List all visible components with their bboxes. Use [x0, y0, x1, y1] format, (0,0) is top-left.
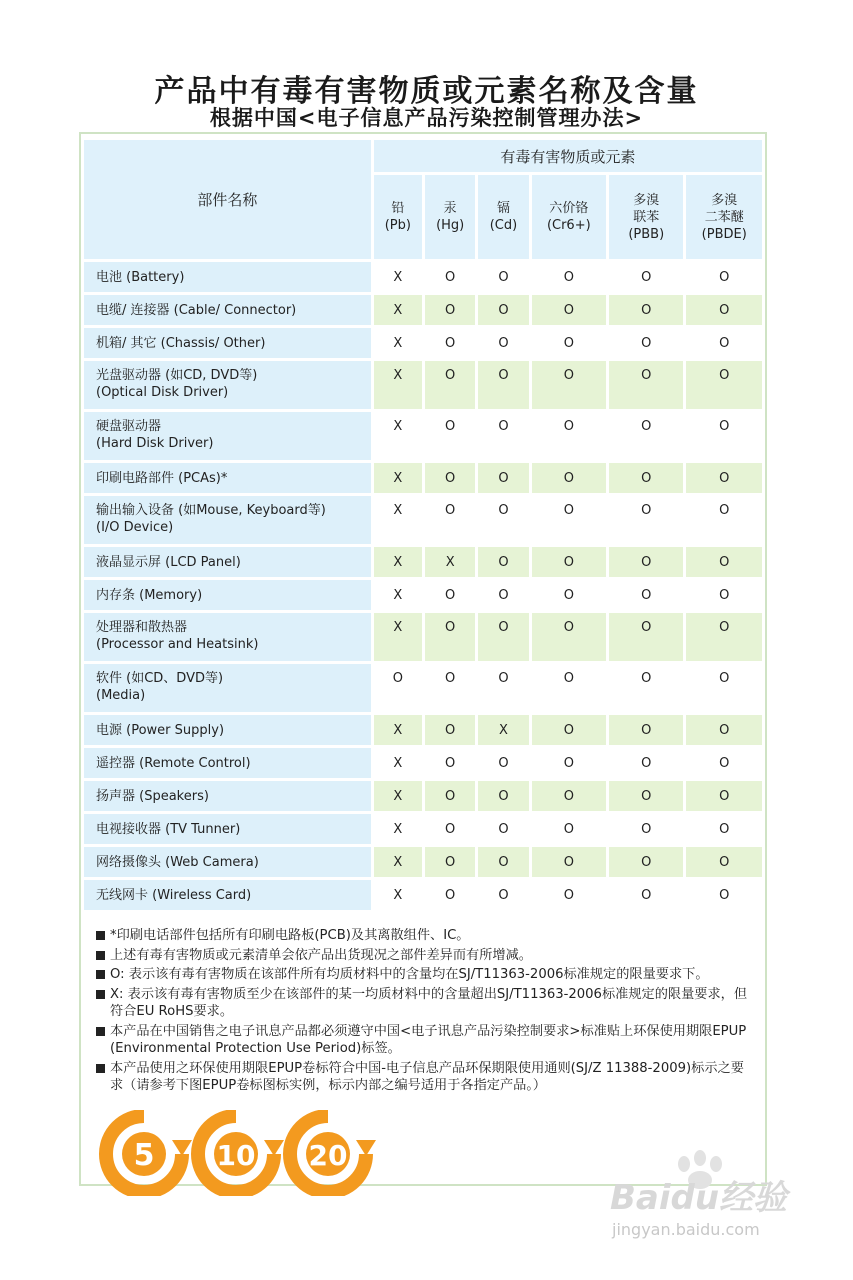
substance-header [374, 175, 422, 259]
substance-value-cell: O [425, 613, 475, 661]
part-name-header: 部件名称 [84, 140, 371, 259]
part-name: 硬盘驱动器 [96, 419, 162, 434]
substance-value-cell: X [374, 781, 422, 811]
substance-value-cell: O [686, 748, 762, 778]
note-item [96, 966, 756, 984]
table-row [84, 580, 762, 610]
part-name-cell [84, 781, 371, 811]
substance-value-cell: O [609, 547, 683, 577]
part-name-cell [84, 463, 371, 493]
substance-value-cell: O [686, 814, 762, 844]
substance-value-cell: O [686, 781, 762, 811]
substance-header [609, 175, 683, 259]
table-row [84, 781, 762, 811]
substance-value-cell: O [532, 880, 606, 910]
part-name-english: (Processor and Heatsink) [96, 637, 259, 652]
substance-value-cell: O [478, 463, 528, 493]
substance-header-line: (PBB) [628, 226, 665, 242]
substance-value-cell: O [425, 361, 475, 409]
part-name: 无线网卡 (Wireless Card) [96, 887, 252, 903]
part-name: 电池 (Battery) [96, 269, 185, 285]
substance-value-cell: O [532, 262, 606, 292]
note-text: 上述有毒有害物质或元素清单会依产品出货现况之部件差异而有所增减。 [110, 947, 532, 963]
table-row [84, 664, 762, 712]
substance-value-cell: O [609, 412, 683, 460]
bullet-icon [96, 970, 105, 979]
substance-value-cell: O [478, 361, 528, 409]
substance-value-cell: O [425, 847, 475, 877]
part-name-english: (I/O Device) [96, 520, 174, 535]
substance-value-cell: X [374, 463, 422, 493]
substance-value-cell: O [532, 715, 606, 745]
watermark-brand: Baidu经验 [610, 1178, 788, 1218]
substance-value-cell: O [532, 847, 606, 877]
bullet-icon [96, 1064, 105, 1073]
substance-value-cell: X [374, 496, 422, 544]
watermark-url: jingyan.baidu.com [612, 1220, 760, 1239]
substance-value-cell: X [374, 748, 422, 778]
substance-value-cell: O [532, 328, 606, 358]
substance-value-cell: O [686, 412, 762, 460]
substance-value-cell: O [532, 412, 606, 460]
substance-header-line: 六价铬 [549, 201, 589, 216]
substance-value-cell: X [478, 715, 528, 745]
epup-5-label: 5 [133, 1138, 155, 1173]
substance-value-cell: O [686, 262, 762, 292]
part-name: 内存条 (Memory) [96, 587, 203, 603]
substance-value-cell: O [532, 295, 606, 325]
substance-value-cell: O [532, 814, 606, 844]
part-name: 印刷电路部件 (PCAs)* [96, 470, 228, 486]
part-name-cell [84, 547, 371, 577]
substance-value-cell: O [686, 328, 762, 358]
part-name-english: (Media) [96, 688, 146, 703]
substance-value-cell: O [609, 463, 683, 493]
substance-header [425, 175, 475, 259]
substance-header-line: 汞 [443, 201, 457, 216]
note-item [96, 1023, 756, 1058]
part-name: 电视接收器 (TV Tunner) [96, 821, 241, 837]
substance-header [686, 175, 762, 259]
substance-value-cell: O [478, 295, 528, 325]
substance-value-cell: O [609, 664, 683, 712]
substance-value-cell: X [374, 715, 422, 745]
epup-20-label: 20 [308, 1139, 348, 1172]
part-name: 电缆/ 连接器 (Cable/ Connector) [96, 302, 297, 318]
substance-header-line: 二苯醚 [704, 209, 744, 225]
substance-value-cell: O [609, 880, 683, 910]
substance-value-cell: O [532, 547, 606, 577]
substance-value-cell: O [425, 715, 475, 745]
substance-value-cell: O [686, 847, 762, 877]
substance-value-cell: O [425, 295, 475, 325]
part-name: 处理器和散热器 [96, 620, 188, 635]
substance-value-cell: X [374, 412, 422, 460]
substance-value-cell: O [478, 262, 528, 292]
substance-value-cell: O [478, 748, 528, 778]
substance-value-cell: O [686, 361, 762, 409]
substance-value-cell: O [478, 580, 528, 610]
part-name-cell [84, 715, 371, 745]
substance-value-cell: O [609, 781, 683, 811]
table-row [84, 814, 762, 844]
substance-value-cell: O [532, 664, 606, 712]
table-row [84, 748, 762, 778]
part-name-cell [84, 814, 371, 844]
note-item [96, 947, 756, 965]
table-row [84, 547, 762, 577]
substance-header [478, 175, 528, 259]
substance-table [81, 137, 765, 913]
bullet-icon [96, 1027, 105, 1036]
substance-value-cell: O [686, 463, 762, 493]
substance-value-cell: O [609, 361, 683, 409]
substance-header-line: (Hg) [436, 218, 465, 233]
bullet-icon [96, 931, 105, 940]
table-row [84, 715, 762, 745]
substance-value-cell: X [374, 880, 422, 910]
substance-value-cell: O [686, 613, 762, 661]
table-row [84, 847, 762, 877]
table-row [84, 496, 762, 544]
table-row [84, 262, 762, 292]
substance-value-cell: O [425, 328, 475, 358]
part-name-cell [84, 748, 371, 778]
substance-value-cell: X [374, 814, 422, 844]
part-name: 输出输入设备 (如Mouse, Keyboard等) [96, 503, 326, 518]
part-name-cell [84, 880, 371, 910]
part-name-cell [84, 496, 371, 544]
substance-value-cell: O [532, 748, 606, 778]
substance-value-cell: O [425, 412, 475, 460]
substance-value-cell: X [374, 580, 422, 610]
substance-value-cell: O [425, 496, 475, 544]
substance-value-cell: O [686, 664, 762, 712]
substance-value-cell: O [532, 613, 606, 661]
substance-value-cell: O [532, 496, 606, 544]
page-title: 产品中有毒有害物质或元素名称及含量 [154, 74, 699, 109]
substance-header-line: (PBDE) [701, 226, 747, 242]
part-name: 软件 (如CD、DVD等) [96, 671, 224, 686]
note-text: *印刷电话部件包括所有印刷电路板(PCB)及其离散组件、IC。 [110, 928, 470, 943]
substance-value-cell: O [532, 580, 606, 610]
substance-value-cell: O [425, 781, 475, 811]
epup-10-icon [188, 1110, 284, 1196]
part-name: 遥控器 (Remote Control) [96, 755, 251, 771]
substance-value-cell: O [609, 262, 683, 292]
substance-value-cell: O [609, 328, 683, 358]
substance-value-cell: O [478, 547, 528, 577]
epup-5-icon [96, 1110, 192, 1196]
page-subtitle: 根据中国<电子信息产品污染控制管理办法> [209, 106, 644, 130]
substance-value-cell: O [609, 580, 683, 610]
substance-header-line: 多溴 [633, 192, 660, 208]
substance-value-cell: X [374, 613, 422, 661]
note-text: X: 表示该有毒有害物质至少在该部件的某一均质材料中的含量超出SJ/T11363-2006标准规定的限量要求，但符合EU RoHS要求。 [110, 986, 748, 1019]
part-name: 网络摄像头 (Web Camera) [96, 854, 259, 870]
substance-value-cell: O [425, 880, 475, 910]
substance-header [532, 175, 606, 259]
substance-value-cell: O [532, 781, 606, 811]
substance-value-cell: O [686, 295, 762, 325]
substance-value-cell: O [609, 613, 683, 661]
substance-value-cell: O [609, 814, 683, 844]
table-row [84, 880, 762, 910]
substance-value-cell: O [686, 715, 762, 745]
epup-20-icon [280, 1110, 376, 1196]
substance-value-cell: X [374, 262, 422, 292]
epup-10-label: 10 [216, 1139, 256, 1172]
part-name-cell [84, 361, 371, 409]
substance-value-cell: X [374, 547, 422, 577]
substance-header-line: (Pb) [384, 218, 411, 233]
part-name: 机箱/ 其它 (Chassis/ Other) [96, 335, 266, 351]
substance-value-cell: O [686, 580, 762, 610]
substance-group-header: 有毒有害物质或元素 [374, 140, 762, 172]
bullet-icon [96, 990, 105, 999]
part-name: 电源 (Power Supply) [96, 722, 225, 738]
substance-header-line: (Cd) [489, 218, 518, 233]
substance-value-cell: O [686, 547, 762, 577]
substance-value-cell: X [425, 547, 475, 577]
substance-value-cell: X [374, 847, 422, 877]
part-name: 光盘驱动器 (如CD, DVD等) [96, 368, 258, 383]
table-row [84, 295, 762, 325]
substance-value-cell: O [609, 496, 683, 544]
table-row [84, 613, 762, 661]
table-row [84, 361, 762, 409]
substance-value-cell: O [532, 361, 606, 409]
substance-value-cell: O [478, 847, 528, 877]
substance-value-cell: O [478, 781, 528, 811]
substance-value-cell: O [609, 748, 683, 778]
note-item [96, 1060, 756, 1095]
substance-value-cell: X [374, 295, 422, 325]
substance-value-cell: O [425, 262, 475, 292]
part-name: 液晶显示屏 (LCD Panel) [96, 554, 241, 570]
substance-value-cell: O [609, 847, 683, 877]
note-text: 本产品在中国销售之电子讯息产品都必须遵守中国<电子讯息产品污染控制要求>标准贴上环保使用期限EPUP (Environmental Protection Use Period)标签。 [110, 1023, 747, 1056]
substance-value-cell: O [686, 496, 762, 544]
substance-header-line: 铅 [391, 201, 405, 216]
note-item [96, 986, 756, 1021]
substance-header-line: 联苯 [633, 209, 660, 225]
part-name-cell [84, 412, 371, 460]
notes-list [96, 927, 756, 1097]
substance-header-line: 多溴 [711, 192, 738, 208]
note-text: 本产品使用之环保使用期限EPUP卷标符合中国-电子信息产品环保期限使用通则(SJ/Z 11388-2009)标示之要求（请参考下图EPUP卷标图标实例，标示内部之编号适用于各指定产品。） [110, 1060, 744, 1093]
bullet-icon [96, 951, 105, 960]
substance-value-cell: O [609, 715, 683, 745]
substance-header-line: (Cr6+) [546, 218, 591, 233]
substance-value-cell: X [374, 328, 422, 358]
table-row [84, 328, 762, 358]
note-item [96, 927, 756, 945]
part-name-cell [84, 847, 371, 877]
substance-value-cell: O [425, 463, 475, 493]
part-name-cell [84, 664, 371, 712]
substance-value-cell: O [609, 295, 683, 325]
watermark [600, 1150, 805, 1250]
substance-value-cell: O [478, 328, 528, 358]
substance-value-cell: O [686, 880, 762, 910]
part-name-english: (Hard Disk Driver) [96, 436, 214, 451]
substance-value-cell: O [478, 613, 528, 661]
part-name-english: (Optical Disk Driver) [96, 385, 229, 400]
substance-value-cell: O [478, 496, 528, 544]
substance-value-cell: O [374, 664, 422, 712]
substance-value-cell: O [478, 664, 528, 712]
substance-header-line: 镉 [496, 201, 510, 216]
substance-value-cell: O [478, 880, 528, 910]
substance-value-cell: O [425, 814, 475, 844]
substance-value-cell: O [425, 664, 475, 712]
substance-value-cell: O [478, 814, 528, 844]
substance-value-cell: O [478, 412, 528, 460]
substance-value-cell: O [425, 748, 475, 778]
table-row [84, 463, 762, 493]
part-name-cell [84, 295, 371, 325]
part-name-cell [84, 328, 371, 358]
part-name: 扬声器 (Speakers) [96, 788, 209, 804]
part-name-cell [84, 613, 371, 661]
substance-value-cell: O [532, 463, 606, 493]
note-text: O: 表示该有毒有害物质在该部件所有均质材料中的含量均在SJ/T11363-2006标准规定的限量要求下。 [110, 967, 709, 982]
part-name-cell [84, 580, 371, 610]
substance-value-cell: X [374, 361, 422, 409]
table-row [84, 412, 762, 460]
part-name-cell [84, 262, 371, 292]
substance-value-cell: O [425, 580, 475, 610]
